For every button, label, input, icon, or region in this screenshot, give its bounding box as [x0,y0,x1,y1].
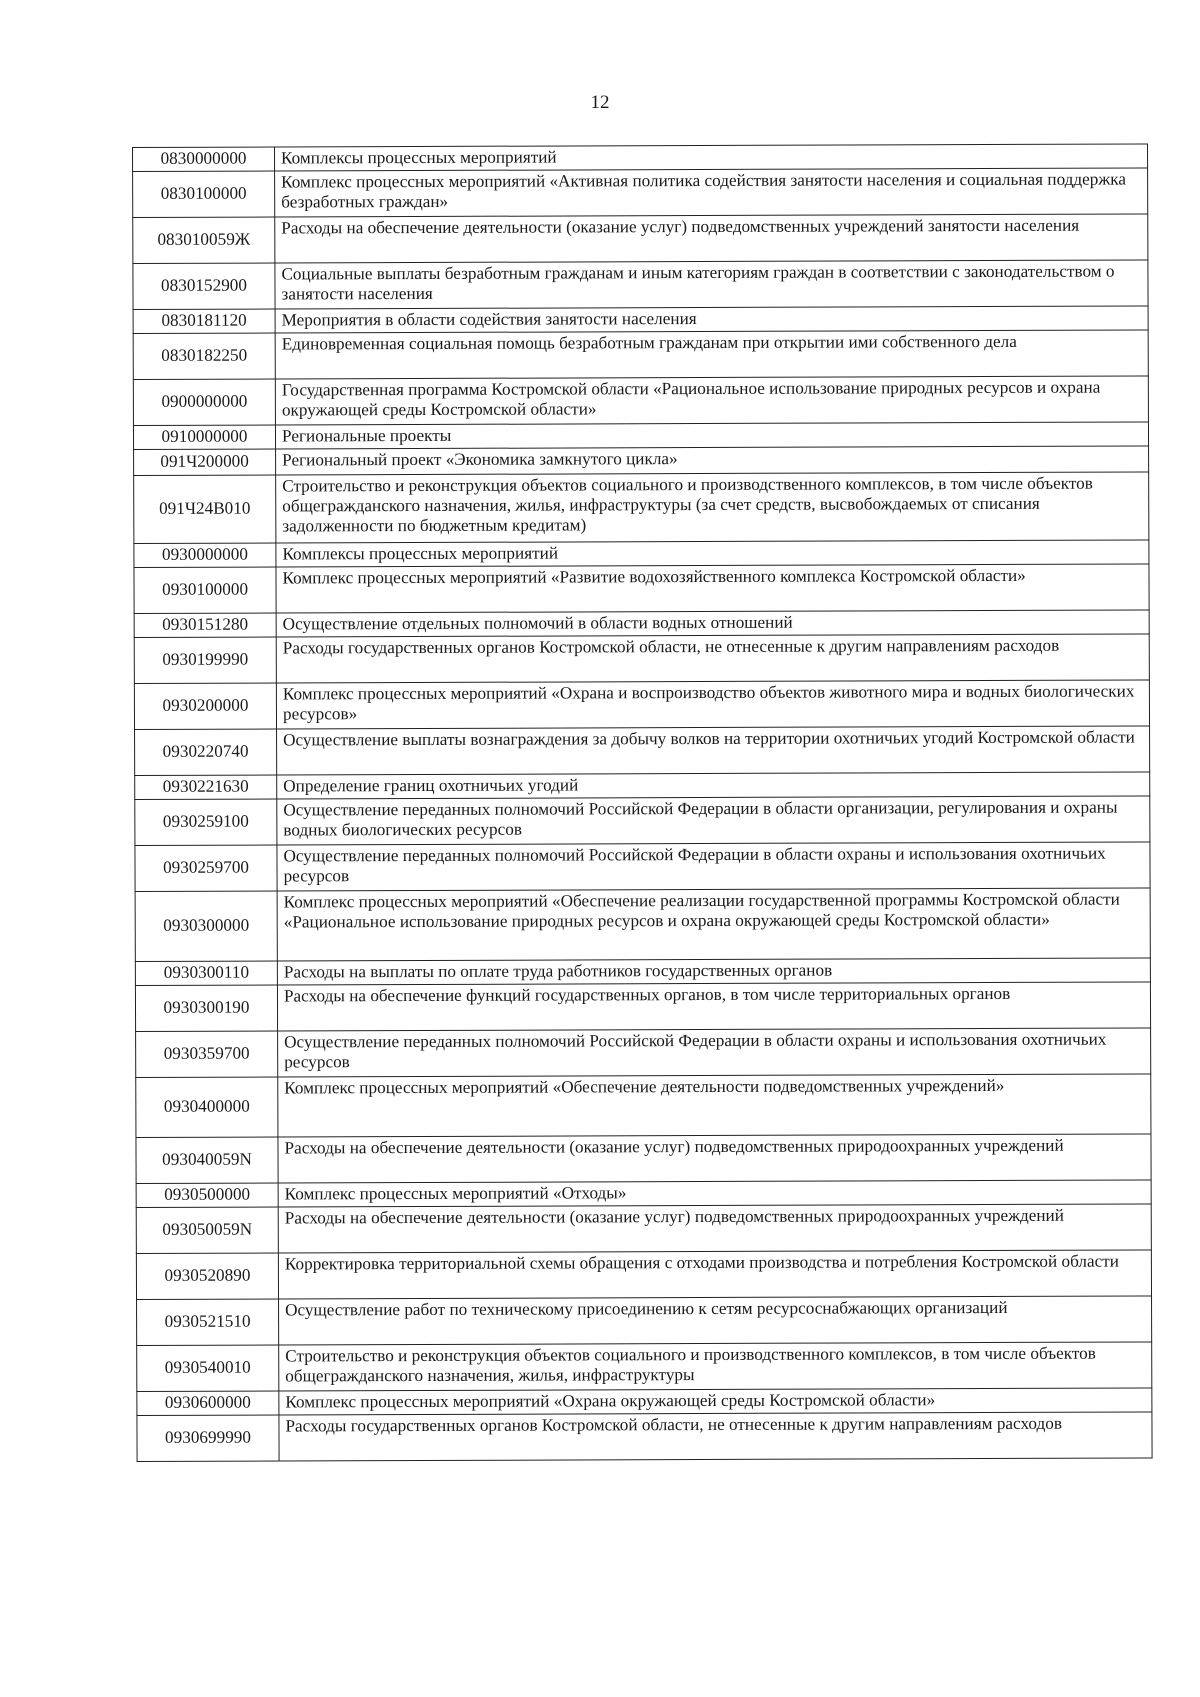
table-row [135,842,1150,892]
row-name: Государственная программа Костромской области «Рациональное использование природных ресурсов и охрана окружающей среды Костромской области» [275,376,1148,425]
table-row [137,1412,1152,1462]
table-row [133,306,1148,334]
row-code: 0930200000 [134,683,276,729]
row-code: 0930500000 [136,1183,278,1207]
row-code: 0930259700 [135,845,277,891]
row-code: 0930521510 [137,1299,279,1345]
table-row [134,540,1149,568]
row-name: Комплексы процессных мероприятий [275,144,1148,171]
row-code: 0930300000 [135,891,277,961]
row-name: Комплекс процессных мероприятий «Отходы» [278,1180,1151,1207]
row-name: Расходы на обеспечение деятельности (оказание услуг) подведомственных природоохранных учреждений [278,1134,1151,1183]
table-row [136,1250,1151,1300]
row-name: Единовременная социальная помощь безработным гражданам при открытии ими собственного дела [275,330,1148,379]
table-row [135,982,1150,1032]
row-code: 093040059N [136,1137,278,1183]
row-name: Комплекс процессных мероприятий «Развитие водохозяйственного комплекса Костромской области» [276,564,1149,613]
row-name: Мероприятия в области содействия занятости населения [275,306,1148,333]
row-code: 0930151280 [134,613,276,637]
table-row [136,1204,1151,1254]
row-code: 093050059N [136,1207,278,1253]
table-row [137,1296,1152,1346]
row-name: Осуществление работ по техническому присоединению к сетям ресурсоснабжающих организаций [279,1296,1152,1345]
row-name: Социальные выплаты безработным гражданам и иным категориям граждан в соответствии с законодательством о занятости населения [275,260,1148,309]
row-code: 0930699990 [137,1415,279,1461]
table-row [133,214,1148,264]
row-name: Комплекс процессных мероприятий «Обеспечение деятельности подведомственных учреждений» [278,1074,1151,1137]
table-row [133,144,1148,172]
row-name: Осуществление переданных полномочий Российской Федерации в области охраны и использования охотничьих ресурсов [278,1028,1151,1077]
row-code: 0930400000 [136,1077,278,1137]
row-code: 0930300110 [135,961,277,985]
row-name: Комплекс процессных мероприятий «Охрана и воспроизводство объектов животного мира и водных биологических ресурсов» [276,680,1149,729]
table-row [137,1388,1152,1416]
row-name: Комплексы процессных мероприятий [276,540,1149,567]
table-row [135,726,1150,776]
row-code: 0930520890 [136,1253,278,1299]
row-code: 0930220740 [135,729,277,775]
table-row [134,472,1149,544]
row-name: Расходы государственных органов Костромской области, не отнесенные к другим направлениям расходов [276,634,1149,683]
row-name: Региональный проект «Экономика замкнутого цикла» [276,446,1149,475]
row-code: 083010059Ж [133,217,275,263]
row-code: 0830152900 [133,263,275,309]
table-row [133,376,1148,426]
row-code: 0830182250 [133,333,275,379]
row-name: Определение границ охотничьих угодий [277,772,1150,799]
row-code: 0830000000 [133,147,275,171]
table-row [133,330,1148,380]
table-row [135,888,1150,962]
budget-codes-table [132,143,1153,1462]
row-name: Комплекс процессных мероприятий «Обеспечение реализации государственной программы Костромской области «Рациональное использование природных ресурсов и охрана окружающей среды Костромской области» [277,888,1150,961]
row-name: Осуществление переданных полномочий Российской Федерации в области организации, регулирования и охраны водных биологических ресурсов [277,796,1150,845]
table-row [136,1074,1151,1138]
table-row [134,680,1149,730]
row-code: 0930259100 [135,799,277,845]
row-name: Строительство и реконструкция объектов социального и производственного комплексов, в том числе объектов общегражданского назначения, жилья, инфраструктуры (за счет средств, высвобождаемых от списания задолженности по бюджетным кредитам) [276,472,1149,543]
row-code: 0930359700 [136,1031,278,1077]
table-row [134,446,1149,476]
row-code: 091Ч200000 [134,449,276,475]
row-code: 0930199990 [134,637,276,683]
table-body [133,144,1153,1462]
row-name: Корректировка территориальной схемы обращения с отходами производства и потребления Костромской области [278,1250,1151,1299]
page-number: 12 [590,92,610,113]
table-row [136,1134,1151,1184]
row-code: 0930000000 [134,543,276,567]
row-name: Расходы государственных органов Костромской области, не отнесенные к другим направлениям расходов [279,1412,1152,1461]
row-name: Комплекс процессных мероприятий «Охрана окружающей среды Костромской области» [279,1388,1152,1415]
row-code: 0910000000 [133,425,275,449]
table-row [135,958,1150,986]
row-name: Расходы на обеспечение деятельности (оказание услуг) подведомственных учреждений занятости населения [275,214,1148,263]
row-code: 0830181120 [133,309,275,333]
row-name: Осуществление переданных полномочий Российской Федерации в области охраны и использования охотничьих ресурсов [277,842,1150,891]
table-row [134,564,1149,614]
row-name: Расходы на обеспечение функций государственных органов, в том числе территориальных органов [277,982,1150,1031]
table-row [136,1180,1151,1208]
row-code: 0930300190 [135,985,277,1031]
table-row [133,168,1148,218]
row-code: 0930600000 [137,1391,279,1415]
row-code: 0900000000 [133,379,275,425]
row-name: Строительство и реконструкция объектов социального и производственного комплексов, в том числе объектов общегражданского назначения, жилья, инфраструктуры [279,1342,1152,1391]
table-row [136,1028,1151,1078]
row-name: Расходы на обеспечение деятельности (оказание услуг) подведомственных природоохранных учреждений [278,1204,1151,1253]
row-code: 0930540010 [137,1345,279,1391]
table-row [134,610,1149,638]
table-row [133,422,1148,450]
table-row [135,772,1150,800]
row-code: 0930100000 [134,567,276,613]
row-name: Осуществление выплаты вознаграждения за добычу волков на территории охотничьих угодий Костромской области [277,726,1150,775]
row-name: Расходы на выплаты по оплате труда работников государственных органов [277,958,1150,985]
row-name: Региональные проекты [275,422,1148,449]
row-name: Комплекс процессных мероприятий «Активная политика содействия занятости населения и социальная поддержка безработных граждан» [275,168,1148,217]
table-row [137,1342,1152,1392]
row-code: 0930221630 [135,775,277,799]
row-name: Осуществление отдельных полномочий в области водных отношений [276,610,1149,637]
row-code: 091Ч24В010 [134,475,276,543]
table-row [134,634,1149,684]
table-row [133,260,1148,310]
row-code: 0830100000 [133,171,275,217]
table-row [135,796,1150,846]
